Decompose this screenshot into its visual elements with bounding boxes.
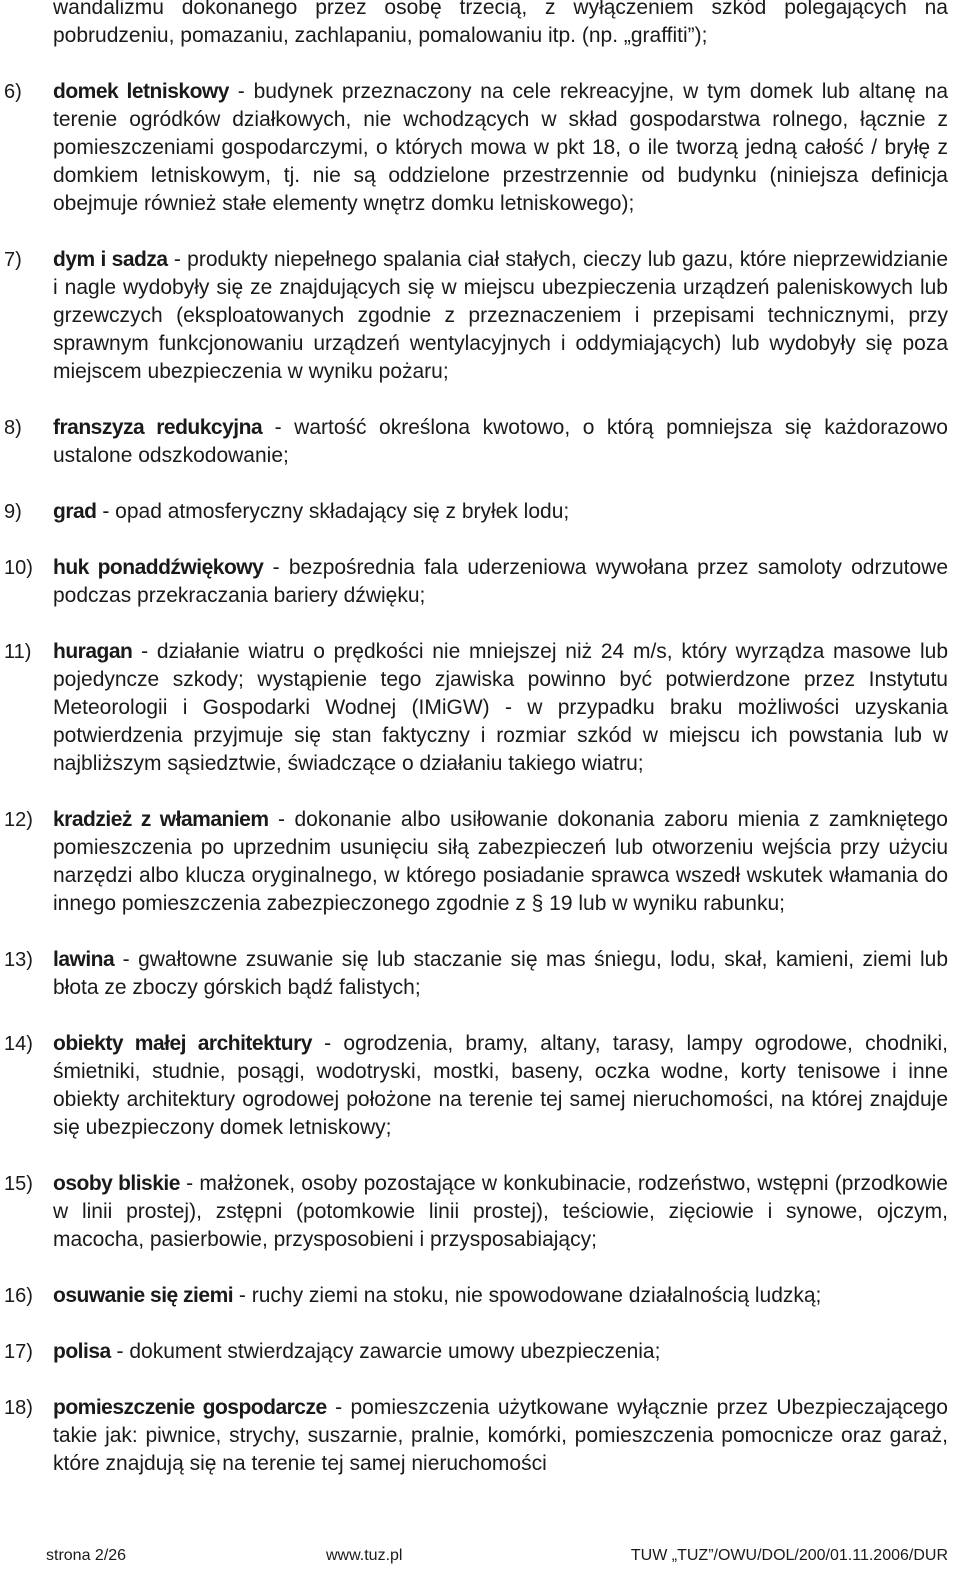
definition-number: 12) [4,809,33,831]
definition-item [4,638,948,778]
definition-text: - bezpośrednia fala uderzeniowa wywołana przez samoloty odrzutowe podczas przekraczania bariery dźwięku; [53,556,948,607]
definition-term: huk ponaddźwiękowy [53,556,264,579]
definition-item [4,554,948,610]
definition-text: - dokonanie albo usiłowanie dokonania zaboru mienia z zamkniętego pomieszczenia po uprzednim usunięciu siłą zabezpieczeń lub otworzeniu wejścia przy użyciu narzędzi albo klucza oryginalnego, w którego posiadanie sprawca wszedł wskutek włamania do innego pomieszczenia zabezpieczonego zgodnie z § 19 lub w wyniku rabunku; [53,808,948,915]
definition-item [4,1030,949,1142]
definitions-list [0,78,960,1478]
definition-text: - pomieszczenia użytkowane wyłącznie przez Ubezpieczającego takie jak: piwnice, strychy, suszarnie, pralnie, komórki, pomieszczenia pomocnicze oraz garaż, które znajdują się na terenie tej samej nieruchomości [53,1396,948,1475]
page-footer [0,1544,960,1568]
definition-term: grad [53,500,97,523]
definition-term: franszyza redukcyjna [53,416,263,439]
definition-text: - opad atmosferyczny składający się z bryłek lodu; [96,500,570,523]
definition-number: 16) [4,1285,33,1307]
definition-item [4,246,948,386]
definition-text: - działanie wiatru o prędkości nie mniejszej niż 24 m/s, który wyrządza masowe lub pojedyncze szkody; wystąpienie tego zjawiska powinno być potwierdzone przez Instytutu Meteorologii i Gospodarki Wodnej (IMiGW) - w przypadku braku możliwości uzyskania potwierdzenia przyjmuje się stan faktyczny i rozmiar szkód w miejscu ich powstania lub w najbliższym sąsiedztwie, świadczące o działaniu takiego wiatru; [53,640,948,775]
definition-term: domek letniskowy [53,80,229,103]
definition-number: 18) [4,1397,33,1419]
definition-term: dym i sadza [53,248,168,271]
definition-term: obiekty małej architektury [53,1032,312,1055]
footer-page-number: strona 2/26 [46,1547,127,1564]
definition-item [4,498,948,526]
definition-item [4,806,948,918]
definition-term: polisa [53,1340,111,1363]
definition-term: kradzież z włamaniem [53,808,269,831]
definition-item [4,946,948,1002]
definition-number: 6) [4,81,22,103]
definition-number: 13) [4,949,33,971]
definition-item [4,1338,948,1366]
definition-term: lawina [53,948,115,971]
definition-text: - budynek przeznaczony na cele rekreacyjne, w tym domek lub altanę na terenie ogródków działkowych, nie wchodzących w skład gospodarstwa rolnego, łącznie z pomieszczeniami gospodarczymi, o których mowa w pkt 18, o ile tworzą jedną całość / bryłę z domkiem letniskowym, tj. nie są oddzielone przestrzennie od budynku (niniejsza definicja obejmuje również stałe elementy wnętrz domku letniskowego); [53,80,949,215]
footer-website-link[interactable]: www.tuz.pl [326,1547,403,1564]
definition-term: huragan [53,640,133,663]
definition-number: 11) [4,641,32,663]
definition-text: - produkty niepełnego spalania ciał stałych, cieczy lub gazu, które nieprzewidzianie i nagle wydobyły się ze znajdujących się w miejscu ubezpieczenia urządzeń paleniskowych lub grzewczych (eksploatowanych zgodnie z przeznaczeniem i przepisami technicznymi, przy sprawnym funkcjonowaniu urządzeń wentylacyjnych i oddymiających) lub wydobyły się poza miejscem ubezpieczenia w wyniku pożaru; [53,248,948,383]
definition-number: 10) [4,557,33,579]
definition-item [4,1170,948,1254]
definition-item [4,1394,948,1478]
definition-text: - ruchy ziemi na stoku, nie spowodowane działalnością ludzką; [233,1284,822,1307]
definition-number: 14) [4,1033,33,1055]
definition-number: 9) [4,501,22,523]
definition-term: pomieszczenie gospodarcze [53,1396,327,1419]
definition-number: 15) [4,1173,33,1195]
footer-document-code: TUW „TUZ”/OWU/DOL/200/01.11.2006/DUR [630,1547,948,1564]
definition-item [4,414,948,470]
definition-number: 8) [4,417,22,439]
definition-item [4,1282,948,1310]
definition-number: 17) [4,1341,33,1363]
definition-text: - dokument stwierdzający zawarcie umowy ubezpieczenia; [110,1340,661,1363]
definition-text: - wartość określona kwotowo, o którą pomniejsza się każdorazowo ustalone odszkodowanie; [53,416,948,467]
definition-term: osoby bliskie [53,1172,180,1195]
definition-text: - gwałtowne zsuwanie się lub staczanie się mas śniegu, lodu, skał, kamieni, ziemi lub błota ze zboczy górskich bądź falistych; [53,948,948,999]
definition-term: osuwanie się ziemi [53,1284,234,1307]
intro-paragraph: wandalizmu dokonanego przez osobę trzecią, z wyłączeniem szkód polegających na pobrudzeniu, pomazaniu, zachlapaniu, pomalowaniu itp. (np. „graffiti”); [53,0,948,47]
definition-text: - ogrodzenia, bramy, altany, tarasy, lampy ogrodowe, chodniki, śmietniki, studnie, posągi, wodotryski, mostki, baseny, oczka wodne, korty tenisowe i inne obiekty architektury ogrodowej położone na terenie tej samej nieruchomości, na której znajduje się ubezpieczony domek letniskowy; [53,1032,949,1139]
definition-item [4,78,949,218]
definition-number: 7) [4,249,22,271]
definition-text: - małżonek, osoby pozostające w konkubinacie, rodzeństwo, wstępni (przodkowie w linii prostej), zstępni (potomkowie linii prostej), teściowie, zięciowie i synowe, ojczym, macocha, pasierbowie, przysposobieni i przysposabiający; [53,1172,948,1251]
